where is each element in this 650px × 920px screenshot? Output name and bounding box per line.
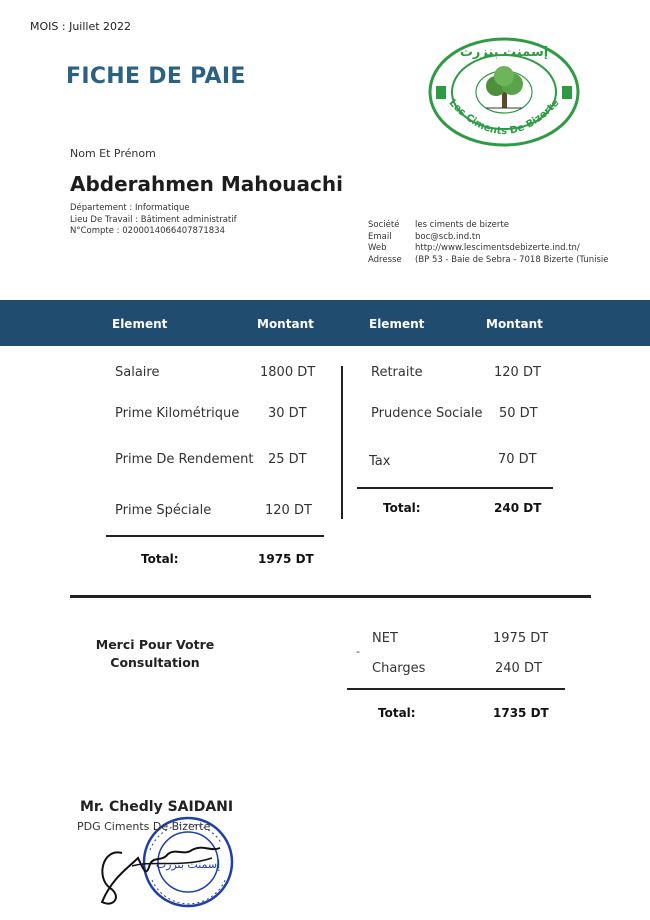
thanks-line: Merci Pour Votre [95, 637, 215, 652]
net-total-value: 1735 DT [493, 706, 549, 720]
employee-name: Abderahmen Mahouachi [70, 172, 343, 196]
gain-label: Prime Kilométrique [115, 406, 240, 421]
workplace-value: Bâtiment administratif [140, 214, 237, 225]
company-logo [426, 36, 582, 148]
section-divider [70, 595, 591, 598]
society-value: les ciments de bizerte [415, 220, 509, 230]
address-label: Adresse [368, 254, 402, 265]
table-header [0, 300, 650, 346]
deductions-total-label: Total: [383, 501, 421, 515]
signatory-name: Mr. Chedly SAIDANI [80, 799, 234, 815]
svg-text:Les Ciments De Bizerte: Les Ciments De Bizerte [446, 97, 562, 138]
signatory-role: PDG Ciments De Bizerte [77, 820, 211, 833]
gains-total-label: Total: [141, 552, 179, 566]
deduction-amount: 120 DT [494, 365, 541, 380]
page-title: FICHE DE PAIE [66, 64, 246, 89]
column-divider [341, 366, 343, 519]
gain-label: Salaire [115, 365, 160, 380]
pay-month: MOIS : Juillet 2022 [30, 20, 132, 33]
gain-label: Prime De Rendement [115, 452, 254, 467]
svg-text:إسمنت بنزرت: إسمنت بنزرت [459, 45, 549, 60]
account-value: 0200014066407871834 [122, 226, 226, 236]
header-amount-1: Montant [257, 317, 314, 331]
email-label: Email [368, 231, 392, 242]
web-link[interactable]: http://www.lescimentsdebizerte.ind.tn/ [415, 243, 580, 253]
deduction-amount: 50 DT [499, 406, 538, 421]
gains-total-rule [106, 535, 324, 537]
net-label: NET [372, 631, 398, 646]
thanks-line: Consultation [110, 655, 200, 670]
web-label: Web [368, 243, 387, 253]
deductions-total-rule [357, 487, 553, 489]
charges-label: Charges [372, 661, 426, 676]
thanks-message [92, 636, 218, 672]
gain-amount: 1800 DT [260, 365, 316, 380]
gains-total-value: 1975 DT [258, 552, 314, 566]
deduction-label: Prudence Sociale [371, 406, 483, 421]
name-label: Nom Et Prénom [70, 147, 156, 160]
gain-amount: 30 DT [268, 406, 307, 421]
deduction-label: Tax [369, 454, 391, 469]
deduction-amount: 70 DT [498, 452, 537, 467]
header-element-2: Element [369, 317, 425, 331]
net-total-label: Total: [378, 706, 416, 720]
deductions-total-value: 240 DT [494, 501, 542, 515]
svg-text:إسمنت بنزرت: إسمنت بنزرت [155, 858, 221, 871]
net-value: 1975 DT [493, 631, 549, 646]
minus-sign: - [356, 645, 360, 658]
charges-value: 240 DT [495, 661, 542, 676]
company-info [368, 220, 608, 266]
header-amount-2: Montant [486, 317, 543, 331]
header-element-1: Element [112, 317, 168, 331]
gain-label: Prime Spéciale [115, 503, 212, 518]
workplace-label: Lieu De Travail : [70, 214, 141, 225]
society-label: Société [368, 220, 400, 230]
department-label: Département : [70, 203, 135, 213]
net-total-rule [347, 688, 565, 690]
employee-details [70, 203, 237, 238]
gain-amount: 25 DT [268, 452, 307, 467]
account-label: N°Compte : [70, 226, 123, 236]
gain-amount: 120 DT [265, 503, 312, 518]
deduction-label: Retraite [371, 365, 423, 380]
email-value[interactable]: boc@scb.ind.tn [415, 231, 481, 242]
address-value: (BP 53 - Baie de Sebra - 7018 Bizerte (Tunisie [415, 254, 609, 265]
department-value: Informatique [134, 203, 190, 213]
